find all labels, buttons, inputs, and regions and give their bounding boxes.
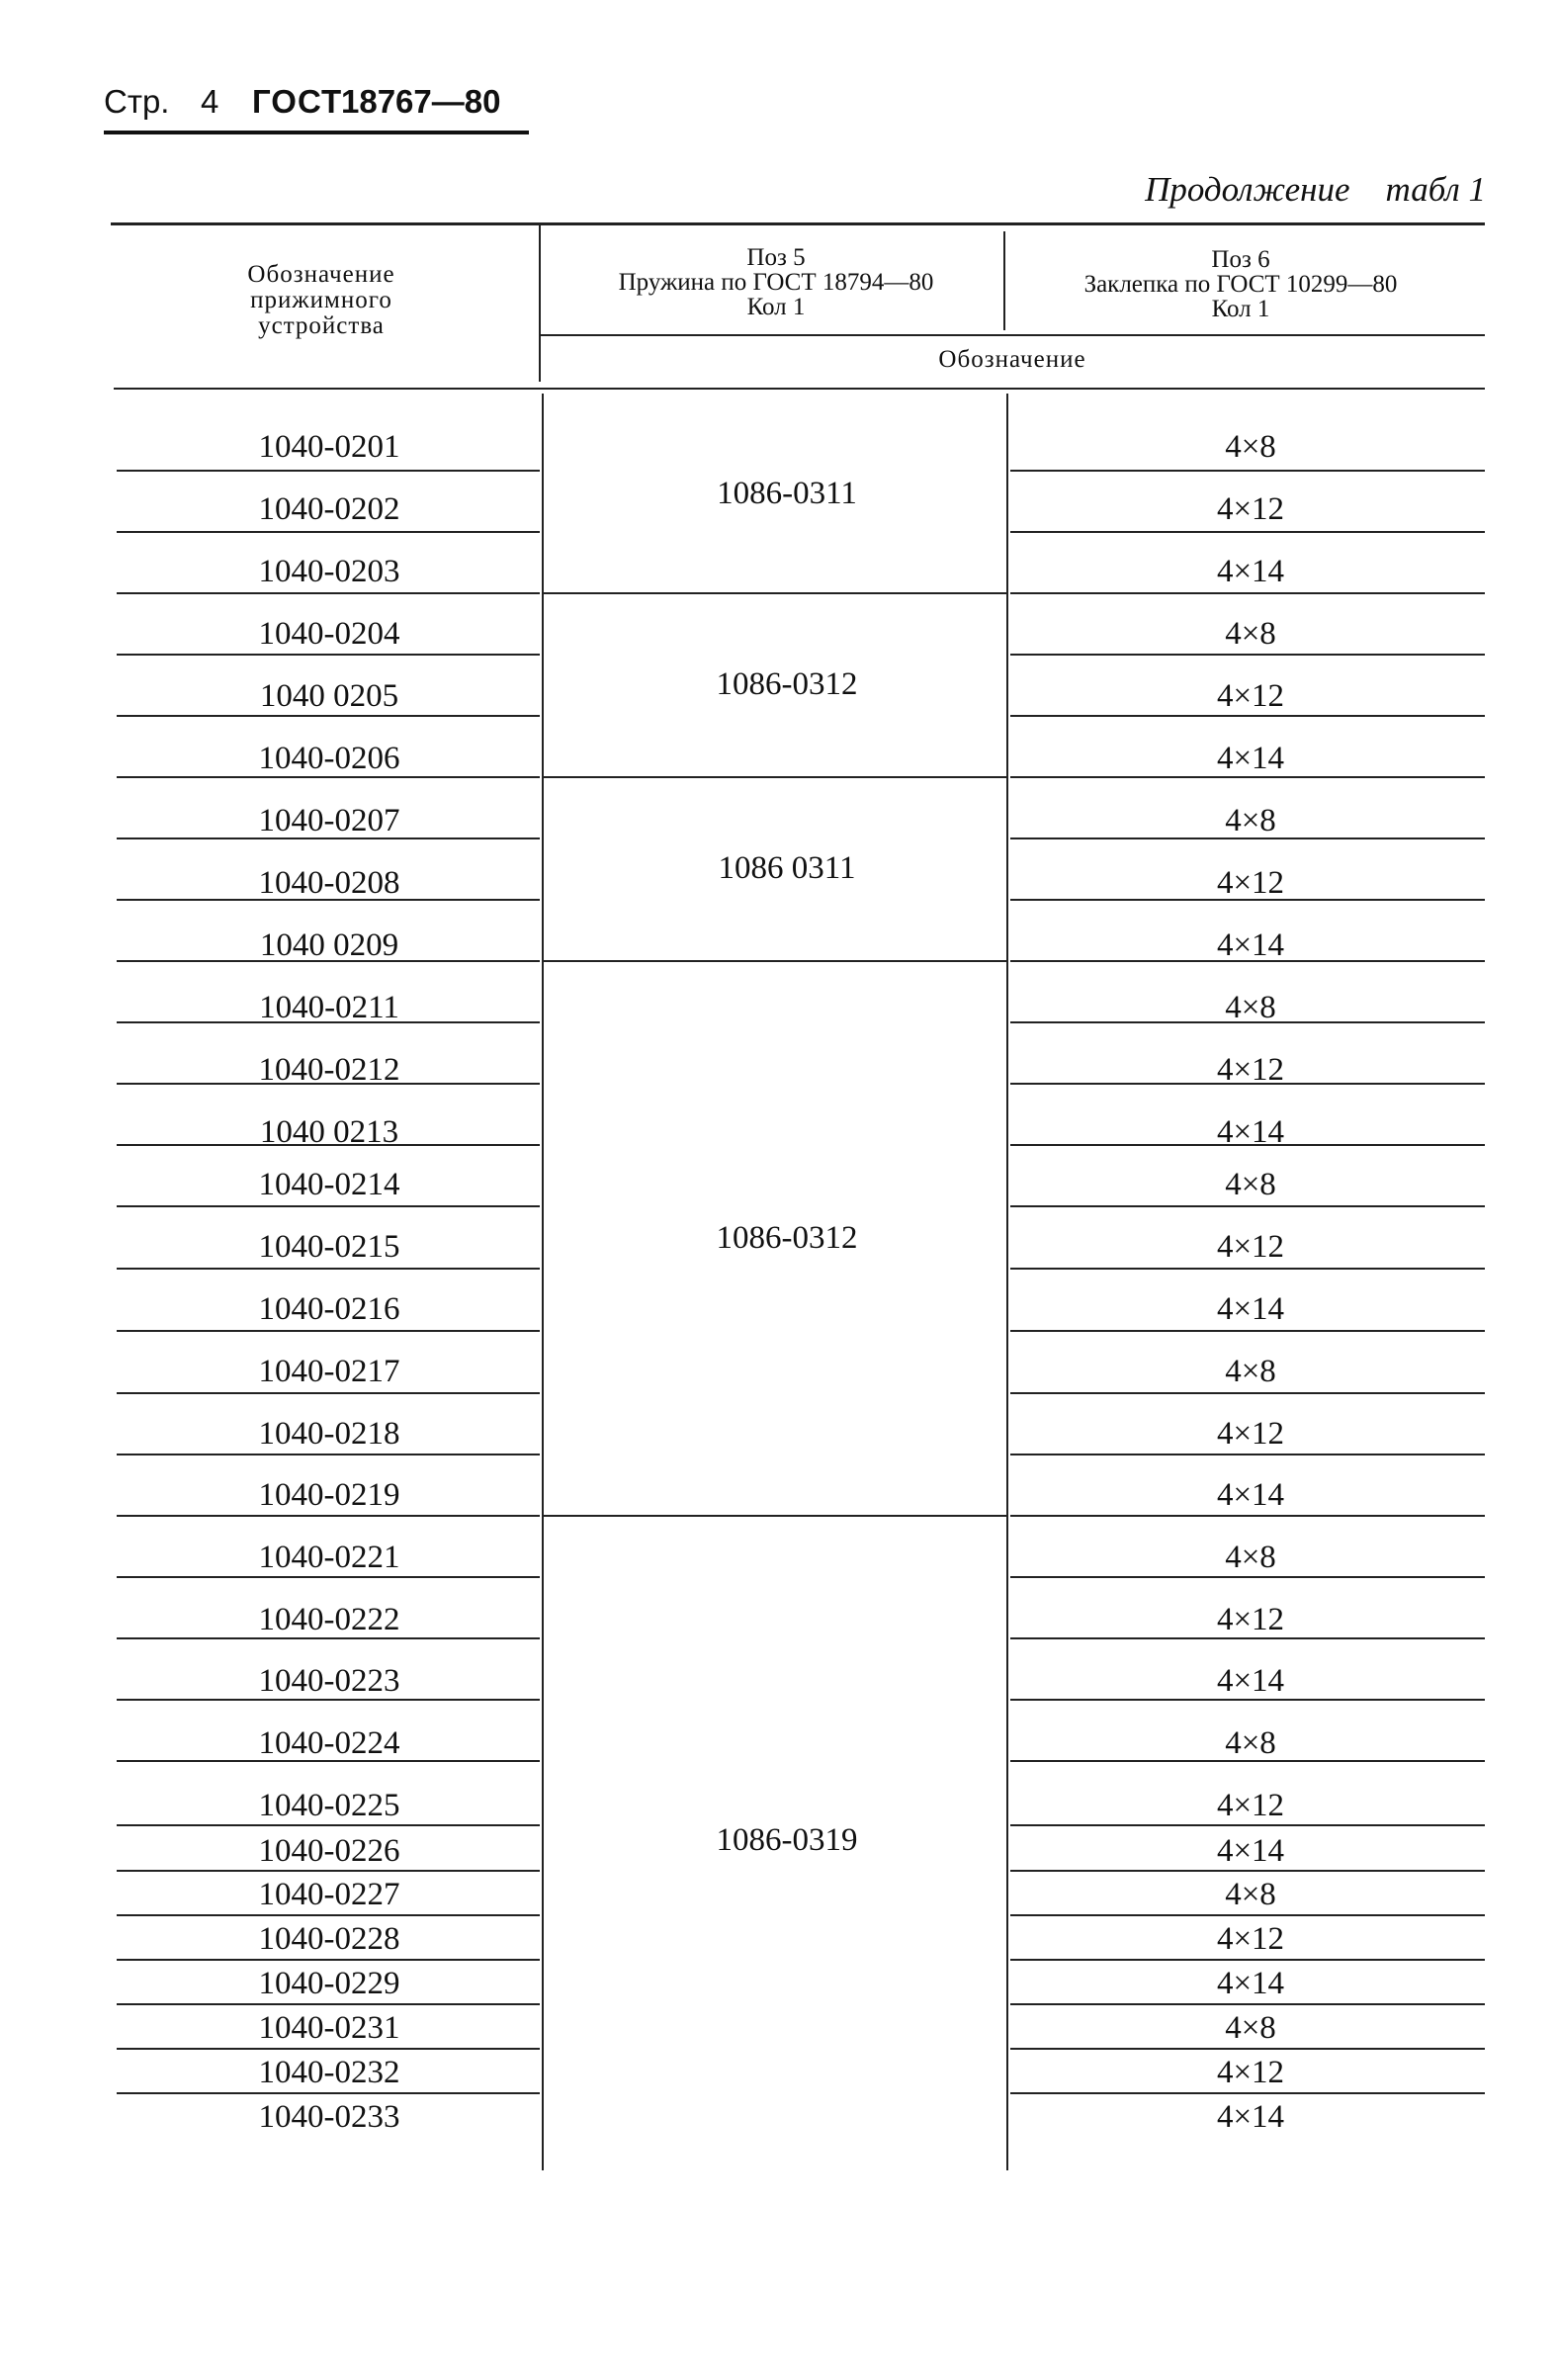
device-designation-cell: 1040-0223 xyxy=(258,1663,400,1699)
device-designation-cell: 1040-0215 xyxy=(258,1229,400,1265)
row-rule-rivet xyxy=(1010,1914,1485,1916)
device-designation-cell: 1040-0233 xyxy=(258,2099,400,2135)
device-designation-cell: 1040-0221 xyxy=(258,1540,400,1575)
rivet-size-cell: 4×8 xyxy=(1225,1725,1276,1761)
device-designation-cell: 1040 0213 xyxy=(259,1114,399,1150)
header-spring-standard: Пружина по ГОСТ 18794—80 xyxy=(618,269,934,296)
spring-designation-cell: 1086 0311 xyxy=(718,850,856,886)
row-rule-device xyxy=(117,1268,540,1270)
rivet-size-cell: 4×14 xyxy=(1216,554,1285,589)
rivet-size-cell: 4×12 xyxy=(1216,865,1285,901)
rivet-size-cell: 4×12 xyxy=(1216,1052,1285,1088)
standard-name: ГОСТ xyxy=(252,83,343,120)
rivet-size-cell: 4×12 xyxy=(1216,2055,1285,2090)
rivet-size-cell: 4×14 xyxy=(1216,927,1285,963)
row-rule-rivet xyxy=(1010,1637,1485,1639)
device-designation-cell: 1040-0222 xyxy=(258,1602,400,1637)
row-rule-device xyxy=(117,1824,540,1826)
header-device-line2: прижимного xyxy=(250,287,392,313)
device-designation-cell: 1040-0228 xyxy=(258,1921,400,1957)
row-rule-rivet xyxy=(1010,1392,1485,1394)
device-designation-cell: 1040-0224 xyxy=(258,1725,400,1761)
row-rule-device xyxy=(117,531,540,533)
row-rule-rivet xyxy=(1010,592,1485,594)
spring-group-rule xyxy=(544,1515,1006,1517)
row-rule-rivet xyxy=(1010,715,1485,717)
device-designation-cell: 1040-0229 xyxy=(258,1966,400,2001)
page-header xyxy=(104,75,529,134)
body-divider-1 xyxy=(542,394,544,2170)
rivet-size-cell: 4×12 xyxy=(1216,1416,1285,1452)
row-rule-rivet xyxy=(1010,2003,1485,2005)
row-rule-rivet xyxy=(1010,1268,1485,1270)
rivet-size-cell: 4×14 xyxy=(1216,1833,1285,1869)
header-device-designation xyxy=(119,262,524,339)
body-divider-2 xyxy=(1006,394,1008,2170)
device-designation-cell: 1040-0217 xyxy=(258,1354,400,1389)
device-designation-cell: 1040 0209 xyxy=(259,927,399,963)
row-rule-device xyxy=(117,2092,540,2094)
header-spring-qty: Кол 1 xyxy=(746,294,806,320)
row-rule-device xyxy=(117,1205,540,1207)
rivet-size-cell: 4×14 xyxy=(1216,2099,1285,2135)
header-divider-1 xyxy=(539,225,541,382)
row-rule-rivet xyxy=(1010,2048,1485,2050)
table-top-rule xyxy=(111,222,1485,225)
rivet-size-cell: 4×14 xyxy=(1216,1291,1285,1327)
device-designation-cell: 1040-0214 xyxy=(258,1167,400,1202)
device-designation-cell: 1040-0204 xyxy=(258,616,400,652)
row-rule-device xyxy=(117,654,540,656)
standard-number: 18767—80 xyxy=(341,83,501,120)
device-designation-cell: 1040-0202 xyxy=(258,491,400,527)
rivet-size-cell: 4×8 xyxy=(1225,1877,1276,1912)
row-rule-device xyxy=(117,1914,540,1916)
row-rule-device xyxy=(117,1454,540,1455)
rivet-size-cell: 4×8 xyxy=(1225,1540,1276,1575)
header-rivet-qty: Кол 1 xyxy=(1211,296,1270,322)
row-rule-rivet xyxy=(1010,1454,1485,1455)
row-rule-rivet xyxy=(1010,2092,1485,2094)
header-divider-2 xyxy=(1003,231,1005,330)
spring-group-rule xyxy=(544,776,1006,778)
rivet-size-cell: 4×12 xyxy=(1216,491,1285,527)
rivet-size-cell: 4×8 xyxy=(1225,803,1276,838)
header-rivet-pos: Поз 6 xyxy=(1211,246,1270,273)
continuation-text: Продолжение xyxy=(1145,170,1350,209)
row-rule-rivet xyxy=(1010,470,1485,472)
header-spring-pos: Поз 5 xyxy=(746,244,806,271)
row-rule-device xyxy=(117,715,540,717)
header-subrule xyxy=(541,334,1485,336)
rivet-size-cell: 4×8 xyxy=(1225,2010,1276,2046)
row-rule-device xyxy=(117,1870,540,1872)
rivet-size-cell: 4×8 xyxy=(1225,429,1276,465)
spring-designation-cell: 1086-0311 xyxy=(717,475,857,511)
header-rivet-standard: Заклепка по ГОСТ 10299—80 xyxy=(1083,271,1398,298)
spring-designation-cell: 1086-0312 xyxy=(716,666,858,702)
row-rule-rivet xyxy=(1010,654,1485,656)
device-designation-cell: 1040-0211 xyxy=(259,990,399,1025)
row-rule-rivet xyxy=(1010,1515,1485,1517)
rivet-size-cell: 4×14 xyxy=(1216,1114,1285,1150)
device-designation-cell: 1040-0212 xyxy=(258,1052,400,1088)
header-spring xyxy=(554,245,998,319)
device-designation-cell: 1040-0231 xyxy=(258,2010,400,2046)
page-number: 4 xyxy=(201,83,219,120)
row-rule-rivet xyxy=(1010,1959,1485,1961)
row-rule-rivet xyxy=(1010,1870,1485,1872)
header-rule xyxy=(104,131,529,134)
device-designation-cell: 1040-0225 xyxy=(258,1788,400,1823)
rivet-size-cell: 4×12 xyxy=(1216,1788,1285,1823)
rivet-size-cell: 4×14 xyxy=(1216,1966,1285,2001)
rivet-size-cell: 4×12 xyxy=(1216,1602,1285,1637)
row-rule-rivet xyxy=(1010,1205,1485,1207)
header-rivet xyxy=(1008,247,1473,321)
row-rule-device xyxy=(117,1392,540,1394)
device-designation-cell: 1040-0206 xyxy=(258,741,400,776)
device-designation-cell: 1040-0203 xyxy=(258,554,400,589)
device-designation-cell: 1040-0216 xyxy=(258,1291,400,1327)
device-designation-cell: 1040-0201 xyxy=(258,429,400,465)
device-designation-cell: 1040-0227 xyxy=(258,1877,400,1912)
row-rule-rivet xyxy=(1010,1699,1485,1701)
row-rule-device xyxy=(117,1330,540,1332)
device-designation-cell: 1040-0232 xyxy=(258,2055,400,2090)
row-rule-device xyxy=(117,1699,540,1701)
rivet-size-cell: 4×8 xyxy=(1225,990,1276,1025)
row-rule-device xyxy=(117,2048,540,2050)
row-rule-device xyxy=(117,1576,540,1578)
rivet-size-cell: 4×12 xyxy=(1216,1921,1285,1957)
spring-designation-cell: 1086-0319 xyxy=(716,1822,858,1858)
page-label: Стр. xyxy=(104,83,170,120)
row-rule-rivet xyxy=(1010,1330,1485,1332)
device-designation-cell: 1040-0208 xyxy=(258,865,400,901)
table-continuation-label xyxy=(1145,170,1486,210)
rivet-size-cell: 4×14 xyxy=(1216,1663,1285,1699)
spring-group-rule xyxy=(544,592,1006,594)
header-device-line3: устройства xyxy=(258,312,385,339)
device-designation-cell: 1040-0219 xyxy=(258,1477,400,1513)
header-bottom-rule xyxy=(114,388,1485,390)
row-rule-device xyxy=(117,592,540,594)
device-designation-cell: 1040-0226 xyxy=(258,1833,400,1869)
rivet-size-cell: 4×8 xyxy=(1225,1167,1276,1202)
rivet-size-cell: 4×8 xyxy=(1225,616,1276,652)
header-device-line1: Обозначение xyxy=(247,261,395,288)
row-rule-device xyxy=(117,2003,540,2005)
rivet-size-cell: 4×14 xyxy=(1216,741,1285,776)
device-designation-cell: 1040-0218 xyxy=(258,1416,400,1452)
header-designation: Обозначение xyxy=(938,346,1086,373)
rivet-size-cell: 4×14 xyxy=(1216,1477,1285,1513)
row-rule-rivet xyxy=(1010,1576,1485,1578)
spring-group-rule xyxy=(544,960,1006,962)
device-designation-cell: 1040 0205 xyxy=(259,678,399,714)
row-rule-device xyxy=(117,1637,540,1639)
row-rule-rivet xyxy=(1010,1824,1485,1826)
rivet-size-cell: 4×8 xyxy=(1225,1354,1276,1389)
spring-designation-cell: 1086-0312 xyxy=(716,1219,858,1256)
row-rule-device xyxy=(117,1515,540,1517)
row-rule-device xyxy=(117,1959,540,1961)
table-reference: табл 1 xyxy=(1385,170,1486,209)
row-rule-rivet xyxy=(1010,531,1485,533)
device-designation-cell: 1040-0207 xyxy=(258,803,400,838)
rivet-size-cell: 4×12 xyxy=(1216,1229,1285,1265)
rivet-size-cell: 4×12 xyxy=(1216,678,1285,714)
row-rule-device xyxy=(117,470,540,472)
row-rule-device xyxy=(117,776,540,778)
row-rule-rivet xyxy=(1010,776,1485,778)
